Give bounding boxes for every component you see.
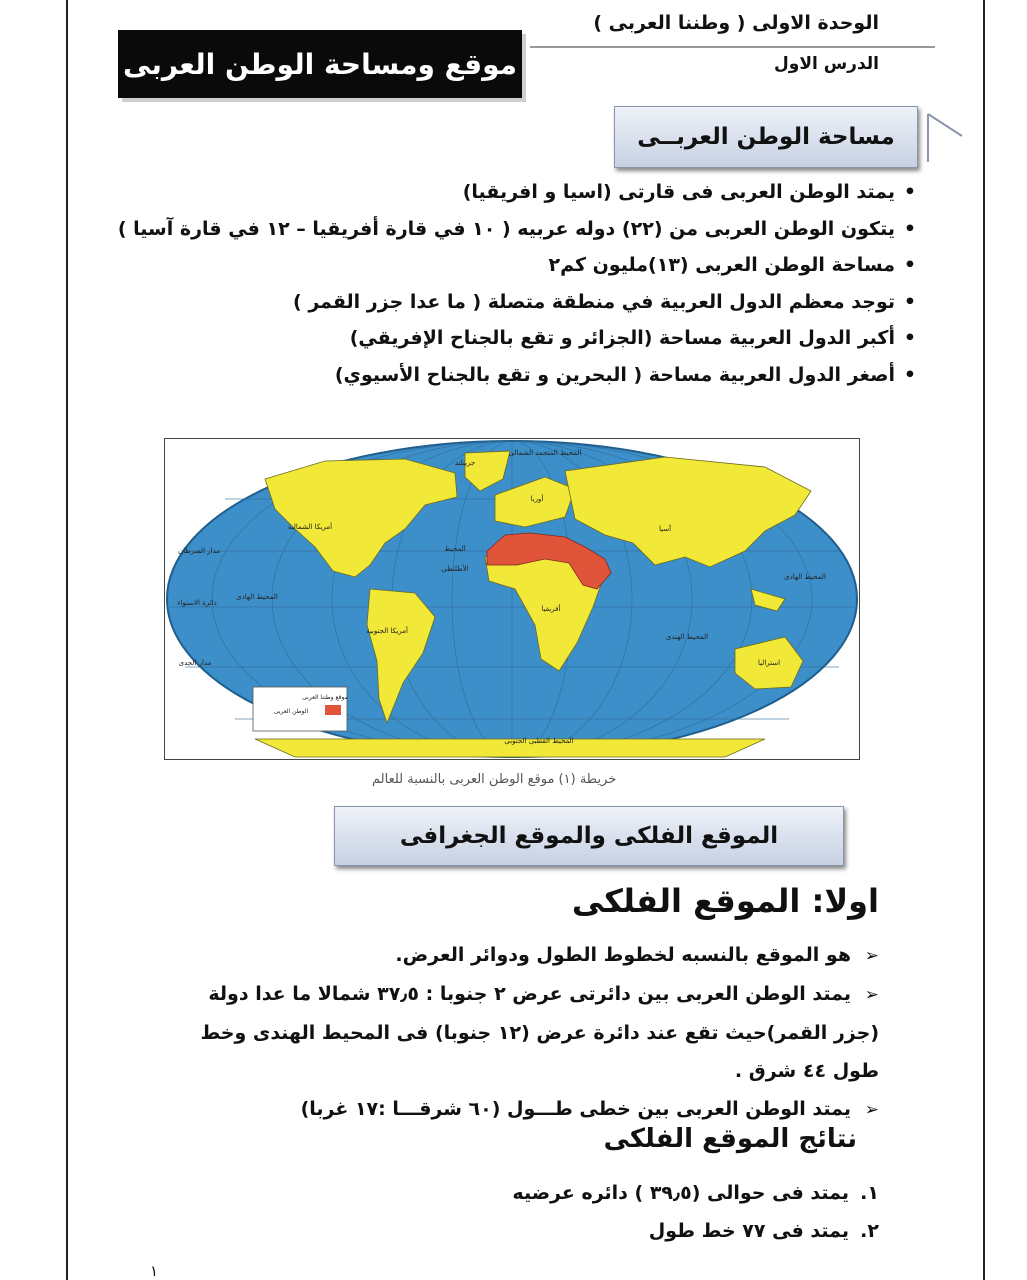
label-pacific-east: المحيط الهادى bbox=[784, 573, 826, 581]
bullet-item: • يتكون الوطن العربى من (٢٢) دوله عربيه ( ١٠ في قارة أفريقيا – ١٢ في قارة آسيا ) bbox=[105, 211, 925, 248]
bullet-item: • أصغر الدول العربية مساحة ( البحرين و تقع بالجناح الأسيوي) bbox=[105, 357, 925, 394]
result-item bbox=[379, 1212, 879, 1250]
result-text: يمتد فى ٧٧ خط طول bbox=[648, 1220, 849, 1242]
astronomical-list bbox=[159, 936, 879, 1129]
world-map-svg bbox=[165, 439, 859, 759]
arrow-item: ➢ هو الموقع بالنسبه لخطوط الطول ودوائر العرض. bbox=[159, 936, 879, 975]
legend-item: الوطن العربى bbox=[273, 708, 309, 715]
label-atlantic: الأطلنطى bbox=[441, 565, 469, 573]
label-capricorn: مدار الجدى bbox=[178, 659, 212, 667]
label-north-america: أمريكا الشمالية bbox=[287, 523, 333, 531]
legend-swatch bbox=[325, 705, 341, 715]
lesson-title: الدرس الاول bbox=[774, 54, 879, 74]
arrow-item: ➢ يمتد الوطن العربى بين خطى طـــول (٦٠ شرقـــا :١٧ غربا) bbox=[159, 1090, 879, 1129]
result-item bbox=[379, 1174, 879, 1212]
header-divider bbox=[530, 46, 935, 48]
result-text: يمتد فى حوالى (٣٩٫٥ ) دائره عرضيه bbox=[512, 1182, 849, 1204]
page-number: ١ bbox=[150, 1262, 159, 1280]
map-caption: خريطة (١) موقع الوطن العربى بالنسبة للعالم bbox=[372, 772, 617, 787]
label-africa: أفريقيا bbox=[541, 605, 561, 613]
result-number: ٢. bbox=[860, 1220, 879, 1242]
results-heading: نتائج الموقع الفلكى bbox=[603, 1124, 857, 1154]
label-atlantic-ocean: المحيط bbox=[444, 545, 466, 553]
label-southern: المحيط القطبى الجنوبى bbox=[504, 737, 574, 745]
bullet-item: • يمتد الوطن العربى فى قارتى (اسيا و افريقيا) bbox=[105, 174, 925, 211]
unit-title: الوحدة الاولى ( وطننا العربى ) bbox=[593, 12, 879, 34]
map-legend bbox=[253, 687, 348, 731]
bullet-item: • أكبر الدول العربية مساحة (الجزائر و تقع بالجناح الإفريقي) bbox=[105, 320, 925, 357]
label-south-america: أمريكا الجنوبية bbox=[366, 627, 408, 635]
page-title: موقع ومساحة الوطن العربى bbox=[118, 30, 522, 98]
label-greenland: جرينلند bbox=[454, 459, 476, 467]
label-arctic: المحيط المتجمد الشمالى bbox=[508, 449, 582, 457]
bracket-decoration bbox=[926, 112, 964, 164]
label-pacific-west: المحيط الهادى bbox=[236, 593, 278, 601]
result-number: ١. bbox=[860, 1182, 879, 1204]
page-border-left bbox=[66, 0, 68, 1280]
label-indian: المحيط الهندى bbox=[665, 633, 709, 641]
label-cancer: مدار السرطان bbox=[177, 547, 221, 555]
page-border-right bbox=[983, 0, 985, 1280]
bullet-item: • توجد معظم الدول العربية في منطقة متصلة ( ما عدا جزر القمر ) bbox=[105, 284, 925, 321]
world-map bbox=[164, 438, 860, 760]
label-asia: آسيا bbox=[658, 525, 672, 533]
results-list bbox=[379, 1174, 879, 1250]
legend-title: موقع وطننا العربى bbox=[302, 694, 348, 701]
astronomical-location-heading: اولا: الموقع الفلكى bbox=[571, 882, 879, 920]
label-equator: دائرة الاستواء bbox=[177, 599, 217, 607]
label-australia: استراليا bbox=[757, 659, 781, 667]
arrow-item: ➢ يمتد الوطن العربى بين دائرتى عرض ٢ جنوبا : ٣٧٫٥ شمالا ما عدا دولة (جزر القمر)حيث تقع عند دائرة عرض (١٢ جنوبا) فى المحيط الهندى وخط طول ٤٤ شرق . bbox=[159, 975, 879, 1090]
location-section-heading: الموقع الفلكى والموقع الجغرافى bbox=[334, 806, 844, 866]
label-europe: أوربا bbox=[530, 495, 544, 503]
bullet-item: • مساحة الوطن العربى (١٣)مليون كم٢ bbox=[105, 247, 925, 284]
area-section-heading: مساحة الوطن العربــى bbox=[614, 106, 918, 168]
area-bullet-list bbox=[105, 174, 925, 393]
